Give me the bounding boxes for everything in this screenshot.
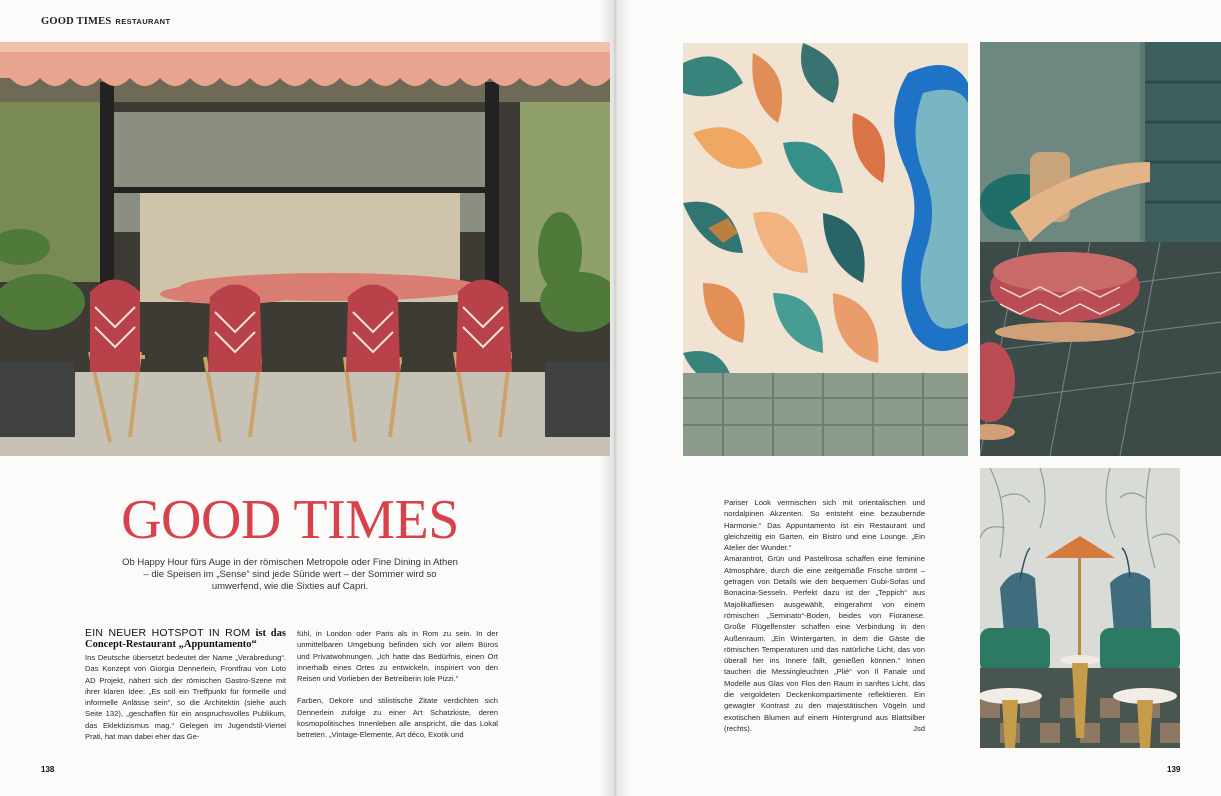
running-header	[41, 16, 170, 27]
column-3-paragraph-2	[724, 553, 925, 734]
text-column-3	[724, 497, 925, 734]
column-2-paragraph-2: Farben, Dekore und stilistische Zitate verdichten sich Dennerlein zufolge zu einer Art Schatzkiste, deren kosmopolitisches Innenleben alle anspricht, die das Lokal betreten. „Vintage-Elemente, Art déco, Exotik und	[297, 696, 498, 740]
author-signature: Jsd	[913, 723, 925, 733]
lamp-mural-image	[980, 468, 1180, 748]
column-3-paragraph-2-text: Amarantrot, Grün und Pastellrosa schaffen eine feminine Atmosphäre, durch die eine zeitgemäße Frische strömt – getragen von Details wie den bequemen Gubi-Sofas und Bonacina-Sesseln. Perfekt dazu ist der „Teppich“ aus Majolikafliesen ausgewählt, eingerahmt von einem römischen „Seminato“-Boden, beides von Fioranese. Große Flügelfenster schaffen eine Verbindung in den Außenraum. „Ein Wintergarten, in dem die Gäste die römischen Temperaturen und das natürliche Licht, das von überall her ins Innere fällt, genießen können.“ Innen tauchen die Messingleuchten „Plié“ von Il Fanale und Modelle aus Glas von Flos den Raum in sanftes Licht, das die vergoldeten Deckenkompartimente reflektieren. Ein gewagter Kontrast zu den majestätischen Vögeln und exotischen Blumen auf einem Hintergrund aus Blattsilber (rechts).	[724, 554, 925, 733]
terrace-photo	[0, 42, 610, 456]
page-number-right: 139	[1167, 765, 1181, 774]
article-headline	[85, 628, 286, 650]
lamp-mural-photo	[980, 468, 1180, 748]
header-section: RESTAURANT	[115, 17, 171, 26]
headline-kicker: EIN NEUER HOTSPOT IN ROM	[85, 627, 251, 639]
wallpaper-image	[683, 43, 968, 456]
column-3-paragraph-1: Pariser Look vermischen sich mit orientalischen und nordalpinen Akzenten. So entsteht eine bezaubernde Harmonie.“ Das Appuntamento ist ein Restaurant und gleichzeitig ein Garten, ein Bistro und eine Lounge. „Ein Atelier der Wunder.“	[724, 498, 925, 553]
text-column-1	[85, 628, 286, 742]
article-title: GOOD TIMES	[121, 489, 459, 551]
headline-deck: ist das Concept-Restaurant „Appuntamento“	[85, 628, 286, 650]
column-2-paragraph-1: fühl, in London oder Paris als in Rom zu sein. In der unmittelbaren Umgebung befinden sich vor allem Büros und Privatwohnungen. „Ich hatte das Bedürfnis, einen Ort innerhalb eines Ortes zu entwickeln, inspiriert von den Reisen und Vorlieben der Betreiberin Iole Pizzi.“	[297, 629, 498, 684]
header-brand: GOOD TIMES	[41, 16, 112, 27]
terrace-image	[0, 42, 610, 456]
page-number-left: 138	[41, 765, 55, 774]
article-subtitle: Ob Happy Hour fürs Auge in der römischen Metropole oder Fine Dining in Athen – die Speisen im „Sense“ sind jede Sünde wert – der Sommer wird so umwerfend, wie die Sixties auf Capri.	[122, 557, 458, 592]
text-column-2	[297, 628, 498, 741]
wallpaper-photo	[683, 43, 968, 456]
armchair-photo	[980, 42, 1221, 456]
armchair-image	[980, 42, 1221, 456]
column-1-body: Ins Deutsche übersetzt bedeutet der Name „Verabredung“. Das Konzept von Giorgia Dennerlein, Frontfrau von Loto AD Projekt, nähert sich der römischen Gastro-Szene mit ihrer klaren Idee: „Es soll ein Treffpunkt für formelle und informelle Anlässe sein“, so die Architektin (siehe auch Seite 132), „geschaffen für ein anspruchsvolles Publikum, das Eklektizismus mag.“ Gelegen im Jugendstil-Viertel Prati, hat man dabei eher das Ge-	[85, 653, 286, 742]
